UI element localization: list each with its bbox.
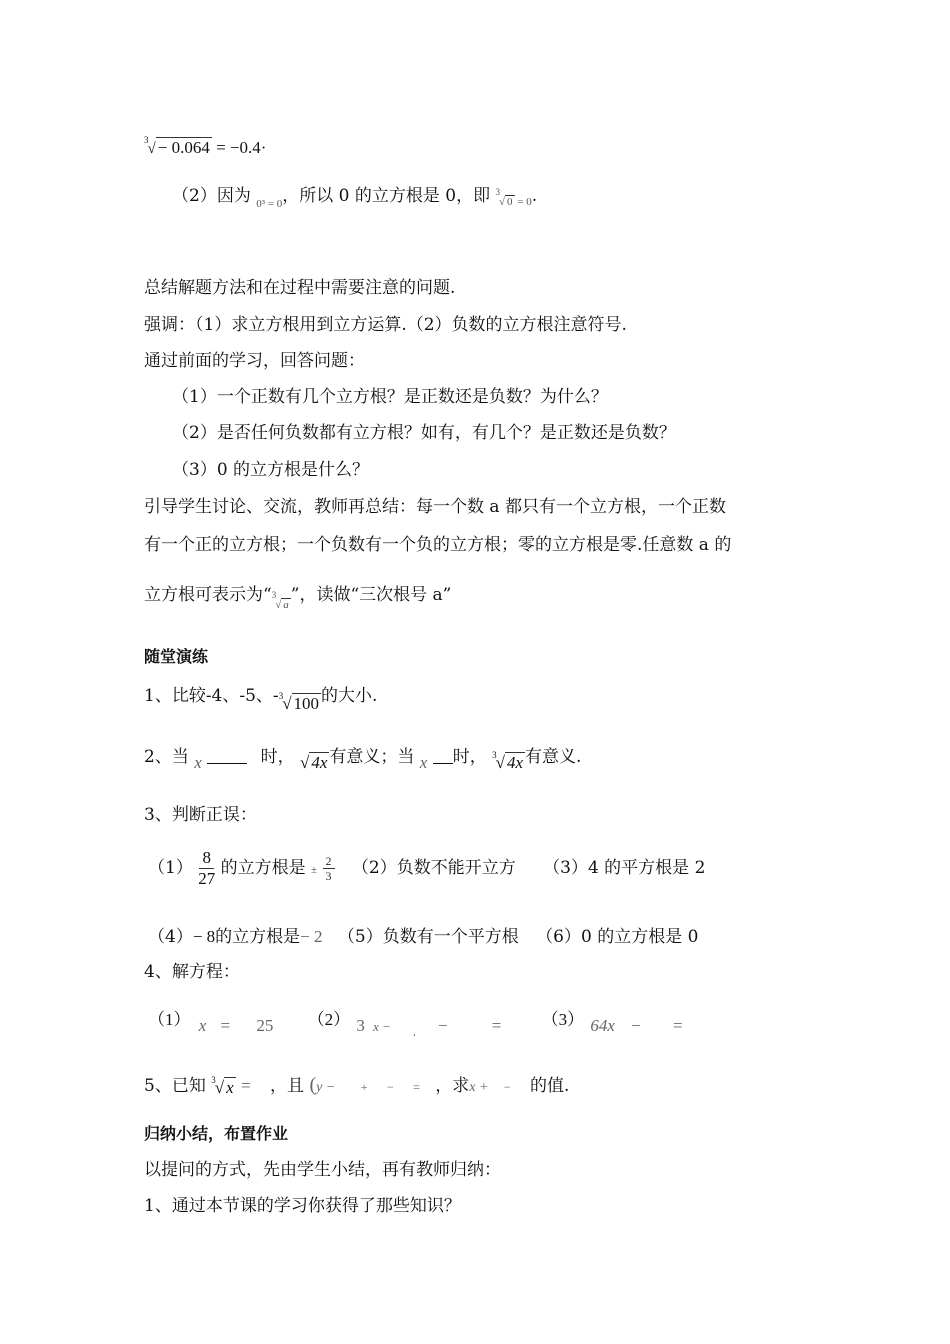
equation-result: = −0.4 — [216, 138, 261, 157]
cube-root-a: 3√ a — [271, 590, 289, 611]
summary-text: 总结解题方法和在过程中需要注意的问题. — [144, 278, 456, 298]
answer-blank-1[interactable] — [207, 747, 247, 764]
exercise-3-row-1: （1） $\frac{8}{27}$ 的立方根是 ± $\frac{2}{3}$ （2）负数不能开立方 （3）4 的平方根是 2 — [148, 848, 706, 888]
exercise-3-row-2: （4）− 8的立方根是− 2 （5）负数有一个平方根 （6）0 的立方根是 0 — [148, 927, 699, 947]
question-2: （2）是否任何负数都有立方根？如有，有几个？是正数还是负数？ — [172, 423, 676, 443]
zero-cubed-equation: 0³ = 0 — [256, 198, 283, 210]
cube-root-100: $^3$√ 100 — [278, 691, 320, 713]
exercise-2: 2、当 x 时， √ 4x 有意义；当 x 时， $^3$√ 4x 有意义. — [144, 747, 582, 772]
cube-root-expression: $^3$√ − 0.064 — [144, 135, 210, 157]
fraction-8-27: $\frac{8}{27}$ — [198, 848, 216, 888]
emphasis-text: 强调：（1）求立方根用到立方运算.（2）负数的立方根注意符号. — [144, 315, 627, 335]
exercise-4-equations: （1） x = 25 （2） 3 $_{x -}$ $_,$ − = （3） 64x − = — [148, 1010, 683, 1038]
exercise-4: 4、解方程： — [144, 962, 240, 982]
wrap-up-text: 以提问的方式，先由学生小结，再有教师归纳： — [144, 1160, 501, 1180]
section-heading-practice: 随堂演练 — [144, 647, 209, 666]
cube-root-equation: $^3$√ − 0.064 = −0.4· — [144, 128, 266, 161]
cube-root-4x: $^3$√ 4x — [492, 750, 524, 772]
intro-text: 通过前面的学习，回答问题： — [144, 351, 365, 371]
guide-line-2: 有一个正的立方根；一个负数有一个负的立方根；零的立方根是零.任意数 a 的 — [144, 535, 732, 555]
section-heading-summary: 归纳小结，布置作业 — [144, 1124, 289, 1143]
cube-root-zero: 3√ 0 = 0 — [495, 187, 532, 208]
exercise-3: 3、判断正误： — [144, 805, 257, 825]
question-1: （1）一个正数有几个立方根？是正数还是负数？为什么？ — [172, 387, 608, 407]
guide-line-3: 立方根可表示为“$_{^3√ a}$ ”，读做“三次根号 a” — [144, 585, 452, 611]
wrap-up-question-1: 1、通过本节课的学习你获得了那些知识？ — [144, 1196, 461, 1216]
fraction-2-3: $\frac{2}{3}$ — [323, 854, 335, 883]
exercise-1: 1、比较-4、-5、-$^3$√ 100 的大小. — [144, 686, 378, 713]
cube-root-x: $^3$√ x — [211, 1075, 234, 1097]
exercise-5: 5、已知 $^3$√ x = ，且 (y − + − = ，求x + − 的值. — [144, 1074, 570, 1097]
answer-blank-2[interactable] — [433, 747, 453, 764]
question-3: （3）0 的立方根是什么？ — [172, 460, 370, 480]
example-2-line: （2）因为 $_{0^3 = 0}$，所以 0 的立方根是 0，即 $_{^3√ 0 = 0}$. — [172, 186, 538, 210]
sqrt-4x: √ 4x — [300, 753, 328, 772]
guide-line-1: 引导学生讨论、交流，教师再总结：每一个数 a 都只有一个立方根，一个正数 — [144, 497, 726, 517]
